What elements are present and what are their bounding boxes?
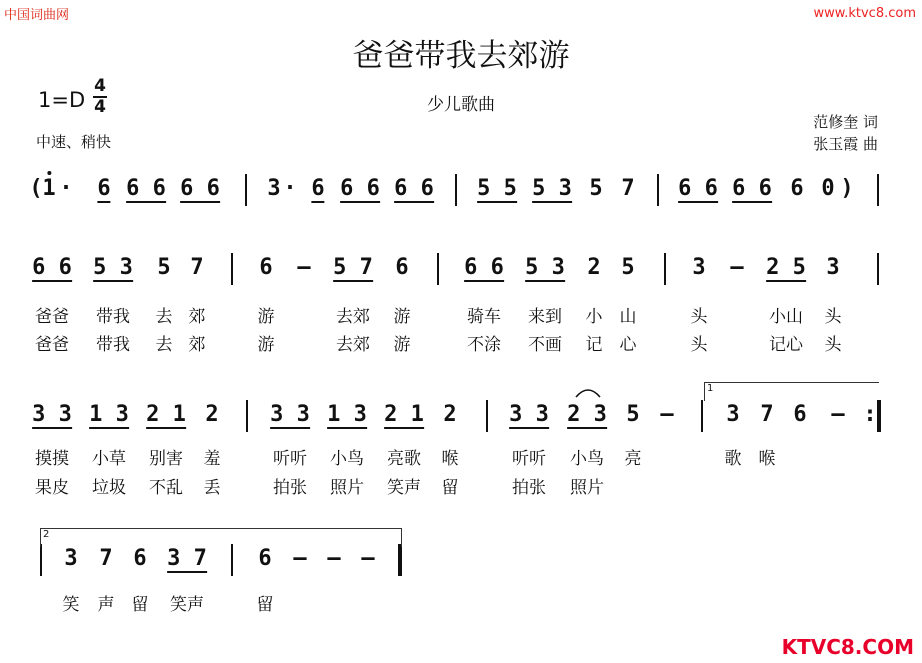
lyric-2-1-3: 去 [155, 307, 173, 327]
lyric-2-1-10: 小 [585, 307, 603, 327]
lyric-3-1-11: 亮 [624, 449, 642, 469]
lyric-2-1-8: 骑车 [467, 307, 501, 327]
bar-line [246, 400, 248, 432]
note-2-10: 5 3 [525, 255, 565, 280]
lyric-2-1-11: 山 [619, 307, 637, 327]
lyric-2-2-5: 游 [257, 335, 275, 355]
note-2-5: 6 [259, 255, 273, 280]
lyric-2-2-1: 爸爸 [35, 335, 69, 355]
lyric-3-2-6: 照片 [330, 478, 364, 498]
note-4-3: 6 [133, 546, 147, 571]
lyric-3-1-9: 听听 [512, 449, 546, 469]
note-2-9: 6 6 [464, 255, 504, 280]
note-1-4: 6 [97, 176, 111, 201]
lyric-2-2-3: 去 [155, 335, 173, 355]
note-1-10: 6 6 [340, 176, 380, 201]
lyric-2-1-12: 头 [690, 307, 708, 327]
note-2-16: 3 [826, 255, 840, 280]
note-1-17: 6 6 [732, 176, 772, 201]
note-3-5: 3 3 [270, 402, 310, 427]
note-3-4: 2 [205, 402, 219, 427]
time-signature-bottom: 4 [94, 97, 106, 117]
lyric-3-1-4: 羞 [203, 449, 221, 469]
note-2-8: 6 [395, 255, 409, 280]
song-title: 爸爸带我去郊游 [352, 38, 570, 74]
lyric-2-1-7: 游 [393, 307, 411, 327]
lyric-2-1-4: 郊 [188, 307, 206, 327]
composer-credit: 张玉霞 曲 [813, 135, 878, 153]
lyric-4-1-3: 留 [131, 595, 149, 615]
lyricist-credit: 范修奎 词 [813, 113, 878, 131]
tempo-marking: 中速、稍快 [36, 133, 112, 151]
lyric-2-2-12: 头 [690, 335, 708, 355]
lyric-2-2-7: 游 [393, 335, 411, 355]
time-signature [92, 77, 108, 117]
lyric-3-2-7: 笑声 [387, 478, 421, 498]
note-3-11: 5 [626, 402, 640, 427]
note-3-7: 2 1 [384, 402, 424, 427]
note-1-12: 5 5 [477, 176, 517, 201]
slur-mark [574, 385, 602, 399]
note-4-2: 7 [99, 546, 113, 571]
bar-line [398, 544, 402, 576]
note-4-5: 6 [258, 546, 272, 571]
note-3-3: 2 1 [146, 402, 186, 427]
note-2-13: 3 [692, 255, 706, 280]
volta-bracket-2: 2 [40, 528, 402, 547]
note-2-14: – [730, 255, 744, 280]
time-signature-top: 4 [94, 76, 106, 96]
note-2-12: 5 [621, 255, 635, 280]
lyric-3-1-3: 别害 [149, 449, 183, 469]
lyric-2-1-1: 爸爸 [35, 307, 69, 327]
lyric-4-1-1: 笑 [62, 595, 80, 615]
note-1-7: 3 [267, 176, 281, 201]
note-1-2: 1 [42, 176, 56, 201]
lyric-2-2-11: 心 [619, 335, 637, 355]
lyric-3-2-2: 垃圾 [92, 478, 126, 498]
note-1-5: 6 6 [126, 176, 166, 201]
lyric-3-1-2: 小草 [92, 449, 126, 469]
note-4-4: 3 7 [167, 546, 207, 571]
lyric-2-1-6: 去郊 [336, 307, 370, 327]
note-4-6: – [293, 546, 307, 571]
note-4-7: – [327, 546, 341, 571]
bar-line [664, 253, 666, 285]
note-2-7: 5 7 [333, 255, 373, 280]
note-1-15: 7 [621, 176, 635, 201]
lyric-2-2-10: 记 [585, 335, 603, 355]
lyric-2-2-13: 记心 [769, 335, 803, 355]
note-3-10: 2 3 [567, 402, 607, 427]
bar-line [231, 544, 233, 576]
lyric-3-1-10: 小鸟 [570, 449, 604, 469]
note-1-13: 5 3 [532, 176, 572, 201]
bar-line [701, 400, 703, 432]
note-1-8: · [283, 176, 297, 201]
note-1-3: · [59, 176, 73, 201]
score-row-4 [0, 529, 922, 615]
note-1-20: ) [840, 176, 854, 201]
lyric-2-1-9: 来到 [528, 307, 562, 327]
note-1-18: 6 [790, 176, 804, 201]
note-1-16: 6 6 [678, 176, 718, 201]
note-3-13: 3 [726, 402, 740, 427]
bar-line [437, 253, 439, 285]
score-row-3 [0, 383, 922, 498]
lyric-3-2-10: 照片 [570, 478, 604, 498]
lyric-2-1-14: 头 [824, 307, 842, 327]
lyric-3-2-4: 丢 [203, 478, 221, 498]
score-row-1 [0, 176, 922, 216]
lyric-4-1-5: 留 [256, 595, 274, 615]
note-1-1: ( [29, 176, 43, 201]
note-3-6: 1 3 [327, 402, 367, 427]
note-2-11: 2 [587, 255, 601, 280]
lyric-2-2-8: 不涂 [467, 335, 501, 355]
lyric-3-1-12: 歌 [724, 449, 742, 469]
note-2-4: 7 [190, 255, 204, 280]
lyric-3-2-1: 果皮 [35, 478, 69, 498]
site-logo[interactable]: KTVC8.COM [781, 635, 914, 659]
note-2-15: 2 5 [766, 255, 806, 280]
bar-line [486, 400, 488, 432]
bar-line [657, 174, 659, 206]
note-1-9: 6 [311, 176, 325, 201]
lyric-3-1-6: 小鸟 [330, 449, 364, 469]
volta-bracket-1: 1 [704, 382, 879, 401]
lyric-3-1-13: 喉 [758, 449, 776, 469]
lyric-2-1-2: 带我 [96, 307, 130, 327]
note-2-3: 5 [157, 255, 171, 280]
bar-line [877, 253, 879, 285]
site-url-right[interactable]: www.ktvc8.com [813, 6, 916, 21]
key-signature: 1=D [38, 88, 86, 112]
score-row-2 [0, 255, 922, 355]
lyric-2-2-4: 郊 [188, 335, 206, 355]
lyric-3-2-9: 拍张 [512, 478, 546, 498]
lyric-3-1-8: 喉 [441, 449, 459, 469]
song-subtitle: 少儿歌曲 [427, 95, 495, 115]
lyric-3-1-7: 亮歌 [387, 449, 421, 469]
note-3-12: – [660, 402, 674, 427]
bar-line [455, 174, 457, 206]
lyric-4-1-4: 笑声 [170, 595, 204, 615]
lyric-2-2-6: 去郊 [336, 335, 370, 355]
note-2-2: 5 3 [93, 255, 133, 280]
note-3-15: 6 [793, 402, 807, 427]
note-3-16: – [831, 402, 845, 427]
lyric-2-2-2: 带我 [96, 335, 130, 355]
bar-line [877, 174, 879, 206]
note-2-6: – [297, 255, 311, 280]
note-3-9: 3 3 [509, 402, 549, 427]
note-3-17: : [863, 402, 877, 427]
lyric-3-2-8: 留 [441, 478, 459, 498]
note-1-19: 0 [821, 176, 835, 201]
lyric-3-1-1: 摸摸 [35, 449, 69, 469]
note-2-1: 6 6 [32, 255, 72, 280]
note-3-1: 3 3 [32, 402, 72, 427]
site-name-left[interactable]: 中国词曲网 [4, 8, 70, 23]
note-3-2: 1 3 [89, 402, 129, 427]
note-3-14: 7 [760, 402, 774, 427]
note-1-14: 5 [589, 176, 603, 201]
lyric-2-1-13: 小山 [769, 307, 803, 327]
lyric-2-2-14: 头 [824, 335, 842, 355]
bar-line [877, 400, 881, 432]
lyric-3-2-5: 拍张 [273, 478, 307, 498]
bar-line [245, 174, 247, 206]
lyric-3-1-5: 听听 [273, 449, 307, 469]
note-1-6: 6 6 [180, 176, 220, 201]
lyric-2-2-9: 不画 [528, 335, 562, 355]
note-4-8: – [361, 546, 375, 571]
lyric-4-1-2: 声 [97, 595, 115, 615]
bar-line [40, 544, 42, 576]
note-1-11: 6 6 [394, 176, 434, 201]
note-3-8: 2 [443, 402, 457, 427]
bar-line [231, 253, 233, 285]
lyric-3-2-3: 不乱 [149, 478, 183, 498]
lyric-2-1-5: 游 [257, 307, 275, 327]
note-4-1: 3 [64, 546, 78, 571]
